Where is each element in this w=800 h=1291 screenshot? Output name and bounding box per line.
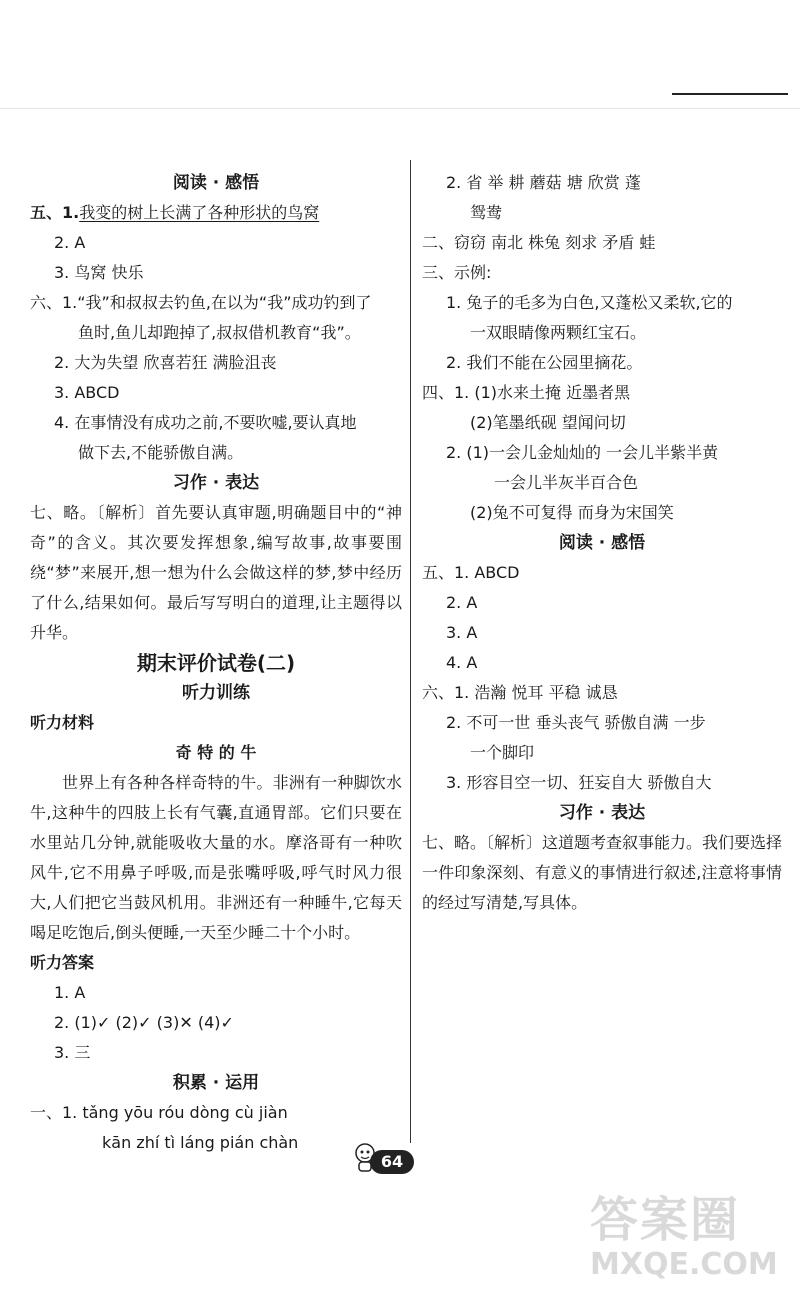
section-heading-writing-2: 习作 · 表达 [558,803,646,823]
q6-4-answer-cont: 做下去,不能骄傲自满。 [78,443,244,462]
page-footer [352,1140,422,1180]
q1-2-answer: 2. 省 举 耕 蘑菇 塘 欣赏 蓬 [446,173,641,192]
q5-1-answer: 我变的树上长满了各种形状的鸟窝 [79,203,320,222]
watermark [590,1192,790,1286]
section-heading-listening: 听力训练 [182,683,250,703]
section-heading-reading: 阅读 · 感悟 [172,173,260,193]
q5-2-answer: 2. A [54,233,86,252]
listening-answer-1: 1. A [54,983,86,1002]
q6-1-answer-r: 六、1. 浩瀚 悦耳 平稳 诚恳 [422,683,618,702]
q5-1-answer-r: 五、1. ABCD [422,563,520,582]
q5-1-number: 五、1. [30,203,80,222]
q3-2-answer: 2. 我们不能在公园里摘花。 [446,353,643,372]
section-heading-accumulation: 积累 · 运用 [172,1073,260,1093]
q7-answer-r: 七、略。〔解析〕这道题考查叙事能力。我们要选择一件印象深刻、有意义的事情进行叙述,注意将事情的经过写清楚,写具体。 [422,833,783,912]
q4-1-answer-2: (2)笔墨纸砚 望闻问切 [470,413,626,432]
pinyin-row-1: 一、1. tǎng yōu róu dòng cù jiàn [30,1103,288,1122]
q4-2-answer-2: (2)兔不可复得 而身为宋国笑 [470,503,674,522]
q6-2-answer-r: 2. 不可一世 垂头丧气 骄傲自满 一步 [446,713,706,732]
section-heading-writing: 习作 · 表达 [172,473,260,493]
story-title: 奇 特 的 牛 [175,743,257,762]
listening-answer-2: 2. (1)✓ (2)✓ (3)✕ (4)✓ [54,1013,234,1032]
exam-title: 期末评价试卷(二) [136,651,296,675]
listening-material-label: 听力材料 [30,713,95,732]
q6-4-answer: 4. 在事情没有成功之前,不要吹嘘,要认真地 [54,413,357,432]
listening-answer-label: 听力答案 [30,953,95,972]
q4-2-answer-cont: 一会儿半灰半百合色 [494,473,639,492]
q4-1-answer: 四、1. (1)水来土掩 近墨者黑 [422,383,631,402]
q4-2-answer: 2. (1)一会儿金灿灿的 一会儿半紫半黄 [446,443,719,462]
q3-label: 三、示例: [422,263,492,282]
q7-answer: 七、略。〔解析〕首先要认真审题,明确题目中的“神奇”的含义。其次要发挥想象,编写故事,故事要围绕“梦”来展开,想一想为什么会做这样的梦,梦中经历了什么,结果如何。最后写写明白的道理,让主题得以升华。 [30,503,402,642]
q6-2-answer-r-cont: 一个脚印 [470,743,535,762]
q6-3-answer-r: 3. 形容目空一切、狂妄自大 骄傲自大 [446,773,712,792]
q5-3-answer-r: 3. A [446,623,478,642]
q1-2-answer-cont: 鸳鸯 [470,203,503,222]
q6-2-answer: 2. 大为失望 欣喜若狂 满脸沮丧 [54,353,277,372]
q5-3-answer: 3. 鸟窝 快乐 [54,263,144,282]
q5-2-answer-r: 2. A [446,593,478,612]
q6-1-answer: 六、1.“我”和叔叔去钓鱼,在以为“我”成功钓到了 [30,293,372,312]
watermark-url: MXQE.COM [590,1247,778,1282]
column-divider [410,160,411,1143]
left-column [30,168,402,1158]
q6-3-answer: 3. ABCD [54,383,120,402]
section-heading-reading-2: 阅读 · 感悟 [558,533,646,553]
q3-1-answer: 1. 兔子的毛多为白色,又蓬松又柔软,它的 [446,293,733,312]
watermark-logo-text: 答案圈 [590,1192,741,1248]
q6-1-answer-cont: 鱼时,鱼儿却跑掉了,叔叔借机教育“我”。 [78,323,361,342]
page-number: 64 [370,1150,414,1174]
story-text: 世界上有各种各样奇特的牛。非洲有一种脚饮水牛,这种牛的四肢上长有气囊,直通胃部。它们只要在水里站几分钟,就能吸收大量的水。摩洛哥有一种吹风牛,它不用鼻子呼吸,而是张嘴呼吸,呼气时风力很大,人们把它当鼓风机用。非洲还有一种睡牛,它每天喝足吃饱后,倒头便睡,一天至少睡二十个小时。 [30,773,402,942]
q3-1-answer-cont: 一双眼睛像两颗红宝石。 [470,323,647,342]
scan-edge-line [0,108,800,109]
pinyin-row-2: kān zhí tì láng pián chàn [102,1133,299,1152]
right-column [422,168,782,918]
listening-answer-3: 3. 三 [54,1043,91,1062]
q2-answer: 二、窃窃 南北 株兔 刻求 矛盾 蛙 [422,233,656,252]
header-rule [672,93,788,95]
q5-4-answer-r: 4. A [446,653,478,672]
